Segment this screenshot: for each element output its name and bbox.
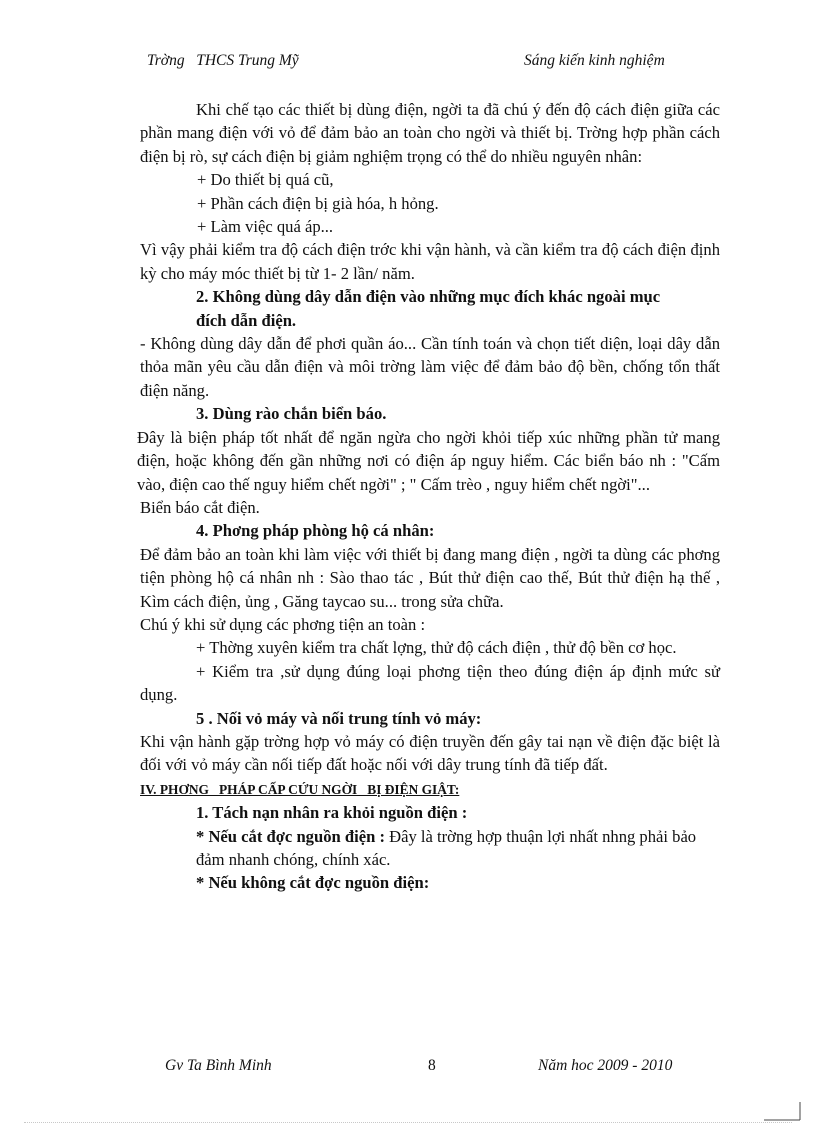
bullet-item: + Thờng xuyên kiểm tra chất lợng, thử độ cách điện , thử độ bền cơ học.	[196, 638, 677, 658]
document-body	[137, 98, 720, 895]
paragraph: Khi chế tạo các thiết bị dùng điện, ngời ta đã chú ý đến độ cách điện giữa các phần mang điện với vỏ để đảm bảo an toàn cho ngời và thiết bị. Trờng hợp phần cách điện bị rò, sự cách điện bị giảm nghiệm trọng có thể do nhiều nguyên nhân:	[140, 100, 720, 166]
section-heading: * Nếu không cắt đợc nguồn điện:	[196, 873, 430, 893]
footer-year: Năm hoc 2009 - 2010	[538, 1057, 673, 1074]
bullet-item: + Làm việc quá áp...	[197, 217, 334, 237]
section-heading: 3. Dùng rào chắn biển báo.	[196, 404, 387, 424]
footer-author: Gv Ta Bình Minh	[165, 1057, 272, 1074]
bullet-item: + Phần cách điện bị già hóa, h hỏng.	[197, 193, 439, 213]
paragraph: Chú ý khi sử dụng các phơng tiện an toàn :	[140, 614, 426, 634]
header-school: Trờng THCS Trung Mỹ	[147, 52, 299, 69]
paragraph: Khi vận hành gặp trờng hợp vỏ máy có điện truyền đến gây tai nạn về điện đặc biệt là đối với vỏ máy cần nối tiếp đất hoặc nối với dây trung tính đã tiếp đất.	[140, 731, 720, 775]
section-heading	[140, 285, 720, 332]
paragraph: Đây là biện pháp tốt nhất để ngăn ngừa cho ngời khỏi tiếp xúc những phần tử mang điện, hoặc không đến gần những nơi có điện áp nguy hiểm. Các biển báo nh : "Cấm vào, điện cao thế nguy hiểm chết ngời" ; " Cấm trèo , nguy hiểm chết ngời"...	[137, 427, 720, 494]
section-heading: 4. Phơng pháp phòng hộ cá nhân:	[196, 521, 435, 541]
heading-line: đích dẫn điện.	[196, 310, 297, 330]
bullet-item: + Do thiết bị quá cũ,	[197, 170, 334, 190]
chapter-title: IV. PHƠNG PHÁP CẤP CỨU NGỜI BỊ ĐIỆN GIẬT:	[140, 781, 460, 797]
section-heading: 5 . Nối vỏ máy và nối trung tính vỏ máy:	[196, 708, 482, 728]
heading-line: 2. Không dùng dây dẫn điện vào những mục đích khác ngoài mục	[196, 287, 661, 307]
header-title: Sáng kiến kinh nghiệm	[524, 52, 665, 69]
paragraph: - Không dùng dây dẫn để phơi quần áo... Cần tính toán và chọn tiết diện, loại dây dẫn thỏa mãn yêu cầu dẫn điện và môi trờng làm việc để đảm bảo độ bền, chống tổn thất điện năng.	[140, 334, 720, 400]
page-number: 8	[428, 1057, 436, 1074]
paragraph: Để đảm bảo an toàn khi làm việc với thiết bị đang mang điện , ngời ta dùng các phơng tiện phòng hộ cá nhân nh : Sào thao tác , Bút thử điện cao thế, Bút thử điện hạ thế , Kìm cách điện, ủng , Găng taycao su... trong sửa chữa.	[140, 544, 720, 611]
chapter-heading	[140, 777, 720, 801]
inline-heading: * Nếu cắt đợc nguồn điện :	[196, 826, 385, 846]
section-heading: 1. Tách nạn nhân ra khỏi nguồn điện :	[196, 803, 468, 823]
paragraph-text: Đây là trờng hợp thuận lợi nhất nhng phải bảo đảm nhanh chóng, chính xác.	[196, 826, 697, 869]
paragraph: Biển báo cắt điện.	[140, 497, 260, 517]
paragraph	[140, 825, 720, 872]
corner-mark-icon	[762, 1101, 802, 1121]
bullet-item: + Kiểm tra ,sử dụng đúng loại phơng tiện theo đúng điện áp định mức sử dụng.	[140, 661, 720, 705]
paragraph: Vì vậy phải kiểm tra độ cách điện trớc khi vận hành, và cần kiểm tra độ cách điện định kỳ cho máy móc thiết bị từ 1- 2 lần/ năm.	[140, 240, 720, 283]
